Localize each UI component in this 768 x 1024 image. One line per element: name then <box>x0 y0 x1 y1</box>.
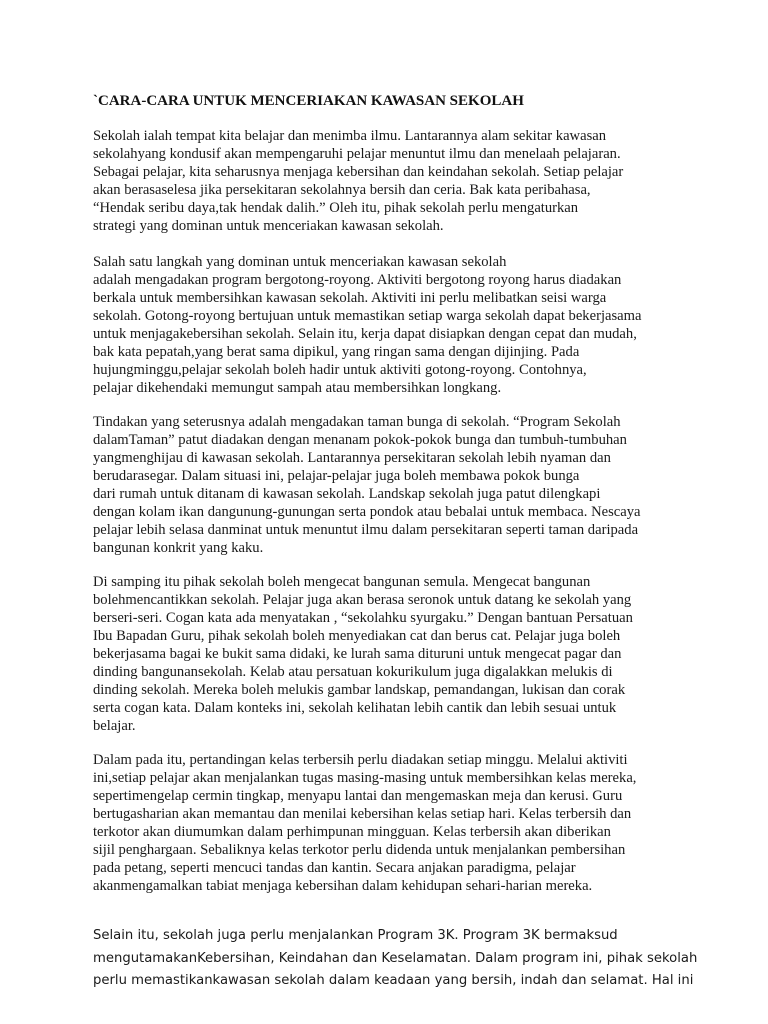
paragraph-line: dari rumah untuk ditanam di kawasan sekolah. Landskap sekolah juga patut dilengkapi <box>93 486 601 502</box>
paragraph-line: berudarasegar. Dalam situasi ini, pelajar-pelajar juga boleh membawa pokok bunga <box>93 468 580 484</box>
paragraph-line: serta cogan kata. Dalam konteks ini, sekolah kelihatan lebih cantik dan lebih sesuai untuk <box>93 700 617 716</box>
paragraph-5 <box>93 751 636 895</box>
paragraph-line: Salah satu langkah yang dominan untuk menceriakan kawasan sekolah <box>93 254 507 270</box>
paragraph-line: mengutamakanKebersihan, Keindahan dan Keselamatan. Dalam program ini, pihak sekolah <box>93 950 698 966</box>
paragraph-line: berkala untuk membersihkan kawasan sekolah. Aktiviti ini perlu melibatkan seisi warga <box>93 290 607 306</box>
paragraph-6 <box>93 925 697 993</box>
paragraph-line: akanmengamalkan tabiat menjaga kebersihan dalam kehidupan sehari-harian mereka. <box>93 878 593 894</box>
paragraph-line: Selain itu, sekolah juga perlu menjalankan Program 3K. Program 3K bermaksud <box>93 928 618 943</box>
paragraph-line: sekolah. Gotong-royong bertujuan untuk memastikan setiap warga sekolah dapat bekerjasama <box>93 308 642 324</box>
paragraph-line: dengan kolam ikan dangunung-gunungan serta pondok atau bebalai untuk membaca. Nescaya <box>93 504 641 520</box>
paragraph-line: Di samping itu pihak sekolah boleh mengecat bangunan semula. Mengecat bangunan <box>93 574 591 590</box>
paragraph-line: strategi yang dominan untuk menceriakan kawasan sekolah. <box>93 218 444 234</box>
paragraph-line: dinding sekolah. Mereka boleh melukis gambar landskap, pemandangan, lukisan dan corak <box>93 682 626 698</box>
paragraph-line: berseri-seri. Cogan kata ada menyatakan , “sekolahku syurgaku.” Dengan bantuan Persatuan <box>93 610 633 626</box>
paragraph-line: bangunan konkrit yang kaku. <box>93 540 264 556</box>
paragraph-line: Sebagai pelajar, kita seharusnya menjaga kebersihan dan keindahan sekolah. Setiap pelajar <box>93 164 624 180</box>
paragraph-line: Dalam pada itu, pertandingan kelas terbersih perlu diadakan setiap minggu. Melalui aktiviti <box>93 752 628 768</box>
paragraph-line: sepertimengelap cermin tingkap, menyapu lantai dan mengemaskan meja dan kerusi. Guru <box>93 788 623 804</box>
paragraph-line: akan berasaselesa jika persekitaran sekolahnya bersih dan ceria. Bak kata peribahasa, <box>93 182 591 198</box>
paragraph-line: ini,setiap pelajar akan menjalankan tugas masing-masing untuk membersihkan kelas mereka, <box>93 770 637 786</box>
paragraph-line: untuk menjagakebersihan sekolah. Selain itu, kerja dapat disiapkan dengan cepat dan mudah, <box>93 326 637 342</box>
paragraph-line: pada petang, seperti mencuci tandas dan kantin. Secara anjakan paradigma, pelajar <box>93 860 576 876</box>
paragraph-line: dinding bangunansekolah. Kelab atau persatuan kokurikulum juga digalakkan melukis di <box>93 664 613 680</box>
paragraph-line: belajar. <box>93 718 136 734</box>
paragraph-line: pelajar dikehendaki memungut sampah atau membersihkan longkang. <box>93 380 502 396</box>
paragraph-line: dalamTaman” patut diadakan dengan menanam pokok-pokok bunga dan tumbuh-tumbuhan <box>93 432 627 448</box>
paragraph-line: terkotor akan diumumkan dalam perhimpunan mingguan. Kelas terbersih akan diberikan <box>93 824 611 840</box>
paragraph-line: hujungminggu,pelajar sekolah boleh hadir untuk aktiviti gotong-royong. Contohnya, <box>93 362 587 378</box>
paragraph-line: bolehmencantikkan sekolah. Pelajar juga akan berasa seronok untuk datang ke sekolah yang <box>93 592 632 608</box>
paragraph-line: adalah mengadakan program bergotong-royong. Aktiviti bergotong royong harus diadakan <box>93 272 622 288</box>
paragraph-line: sijil penghargaan. Sebaliknya kelas terkotor perlu didenda untuk menjalankan pembersihan <box>93 842 626 858</box>
paragraph-line: bak kata pepatah,yang berat sama dipikul, yang ringan sama dengan dijinjing. Pada <box>93 344 580 360</box>
paragraph-line: Tindakan yang seterusnya adalah mengadakan taman bunga di sekolah. “Program Sekolah <box>93 414 621 430</box>
paragraph-line: yangmenghijau di kawasan sekolah. Lantarannya persekitaran sekolah lebih nyaman dan <box>93 450 611 466</box>
paragraph-line: bekerjasama bagai ke bukit sama didaki, ke lurah sama dituruni untuk mengecat pagar dan <box>93 646 622 662</box>
paragraph-line: pelajar lebih selasa danminat untuk menuntut ilmu dalam persekitaran seperti taman daripada <box>93 522 639 538</box>
paragraph-1 <box>93 127 623 235</box>
paragraph-line: bertugasharian akan memantau dan menilai kebersihan kelas setiap hari. Kelas terbersih dan <box>93 806 632 822</box>
paragraph-line: sekolahyang kondusif akan mempengaruhi pelajar menuntut ilmu dan menelaah pelajaran. <box>93 146 621 162</box>
paragraph-line: “Hendak seribu daya,tak hendak dalih.” Oleh itu, pihak sekolah perlu mengaturkan <box>93 200 579 216</box>
paragraph-line: Ibu Bapadan Guru, pihak sekolah boleh menyediakan cat dan berus cat. Pelajar juga boleh <box>93 628 621 644</box>
paragraph-4 <box>93 573 633 735</box>
paragraph-3 <box>93 413 641 557</box>
paragraph-line: Sekolah ialah tempat kita belajar dan menimba ilmu. Lantarannya alam sekitar kawasan <box>93 128 607 144</box>
document-title: `CARA-CARA UNTUK MENCERIAKAN KAWASAN SEKOLAH <box>93 93 524 109</box>
paragraph-2 <box>93 253 641 397</box>
paragraph-line: perlu memastikankawasan sekolah dalam keadaan yang bersih, indah dan selamat. Hal ini <box>93 973 694 989</box>
